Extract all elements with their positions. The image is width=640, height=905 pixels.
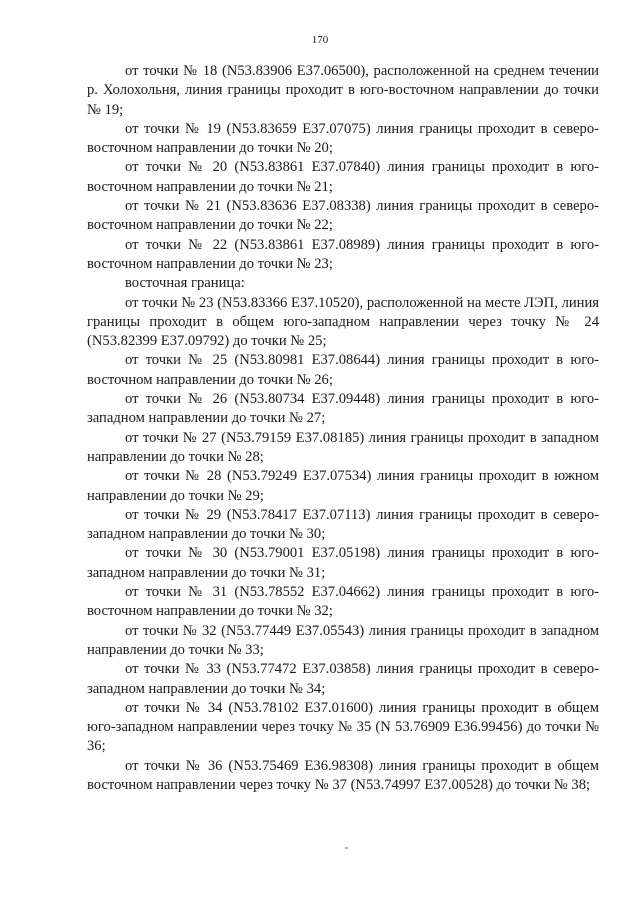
boundary-paragraph: от точки № 36 (N53.75469 E36.98308) линия границы проходит в общем восточном направлении через точку № 37 (N53.74997 E37.00528) до точки № 38; [87,757,599,793]
document-body [87,62,599,795]
section-heading-east-boundary: восточная граница: [125,275,245,292]
boundary-paragraph: от точки № 19 (N53.83659 E37.07075) линия границы проходит в северо-восточном направлении до точки № 20; [87,120,599,157]
boundary-paragraph: от точки № 30 (N53.79001 E37.05198) линия границы проходит в юго-западном направлении до точки № 31; [87,545,599,581]
scan-speck [345,847,348,849]
boundary-paragraph: от точки № 31 (N53.78552 E37.04662) линия границы проходит в юго-восточном направлении до точки № 32; [87,584,599,620]
page-number: 170 [311,34,329,46]
boundary-paragraph: от точки № 25 (N53.80981 E37.08644) линия границы проходит в юго-восточном направлении до точки № 26; [87,352,599,388]
boundary-paragraph: от точки № 23 (N53.83366 E37.10520), расположенной на месте ЛЭП, линия границы проходит в общем юго-западном направлении через точку № 24 (N53.82399 E37.09792) до точки № 25; [87,294,599,350]
boundary-paragraph: от точки № 32 (N53.77449 E37.05543) линия границы проходит в западном направлении до точки № 33; [87,622,599,658]
boundary-paragraph: от точки № 34 (N53.78102 E37.01600) линия границы проходит в общем юго-западном направлении через точку № 35 (N 53.76909 E36.99456) до точки № 36; [87,699,599,755]
boundary-paragraph: от точки № 20 (N53.83861 E37.07840) линия границы проходит в юго-восточном направлении до точки № 21; [87,159,599,195]
boundary-paragraph: от точки № 33 (N53.77472 E37.03858) линия границы проходит в северо-западном направлении до точки № 34; [87,661,599,697]
boundary-paragraph: от точки № 21 (N53.83636 E37.08338) линия границы проходит в северо-восточном направлении до точки № 22; [87,198,599,234]
boundary-paragraph: от точки № 26 (N53.80734 E37.09448) линия границы проходит в юго-западном направлении до точки № 27; [87,391,599,427]
boundary-paragraph: от точки № 27 (N53.79159 E37.08185) линия границы проходит в западном направлении до точки № 28; [87,429,599,465]
boundary-paragraph: от точки № 29 (N53.78417 E37.07113) линия границы проходит в северо-западном направлении до точки № 30; [87,506,599,543]
boundary-paragraph: от точки № 18 (N53.83906 E37.06500), расположенной на среднем течении р. Холохольня, линия границы проходит в юго-восточном направлении до точки № 19; [87,63,599,118]
boundary-paragraph: от точки № 28 (N53.79249 E37.07534) линия границы проходит в южном направлении до точки № 29; [87,468,599,504]
boundary-paragraph: от точки № 22 (N53.83861 E37.08989) линия границы проходит в юго-восточном направлении до точки № 23; [87,236,599,272]
